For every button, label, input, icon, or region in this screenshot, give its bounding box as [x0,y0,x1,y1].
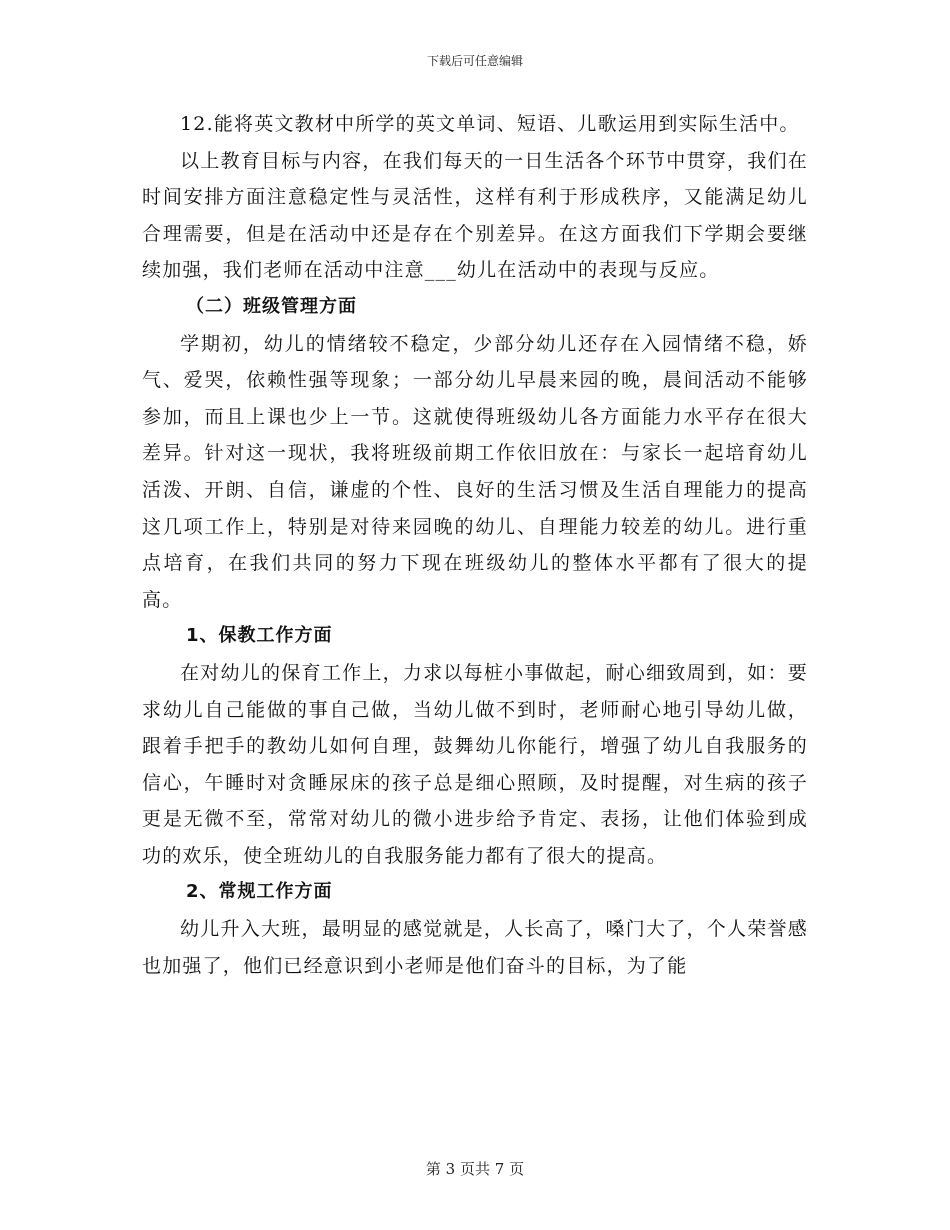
paragraph: 12.能将英文教材中所学的英文单词、短语、儿歌运用到实际生活中。 [180,113,800,135]
section-heading: （二）班级管理方面 [186,295,357,317]
paragraph: 以上教育目标与内容，在我们每天的一日生活各个环节中贯穿，我们在时间安排方面注意稳定性与灵活性，这样有利于形成秩序，又能满足幼儿合理需要，但是在活动中还是存在个别差异。在这方面我们下学期会要继续加强，我们老师在活动中注意___幼儿在活动中的表现与反应。 [142,149,808,282]
subsection-heading: 1、保教工作方面 [186,625,333,647]
subsection-heading: 2、常规工作方面 [186,881,333,903]
document-body [142,106,808,984]
paragraph: 在对幼儿的保育工作上，力求以每桩小事做起，耐心细致周到，如：要求幼儿自己能做的事自己做，当幼儿做不到时，老师耐心地引导幼儿做，跟着手把手的教幼儿如何自理，鼓舞幼儿你能行，增强了幼儿自我服务的信心，午睡时对贪睡尿床的孩子总是细心照顾，及时提醒，对生病的孩子更是无微不至，常常对幼儿的微小进步给予肯定、表扬，让他们体验到成功的欢乐，使全班幼儿的自我服务能力都有了很大的提高。 [142,661,808,867]
page-footer: 第 3 页共 7 页 [425,1160,525,1178]
paragraph: 学期初，幼儿的情绪较不稳定，少部分幼儿还存在入园情绪不稳，娇气、爱哭，依赖性强等现象；一部分幼儿早晨来园的晚，晨间活动不能够参加，而且上课也少上一节。这就使得班级幼儿各方面能力水平存在很大差异。针对这一现状，我将班级前期工作依旧放在：与家长一起培育幼儿活泼、开朗、自信，谦虚的个性、良好的生活习惯及生活自理能力的提高这几项工作上，特别是对待来园晚的幼儿、自理能力较差的幼儿。进行重点培育，在我们共同的努力下现在班级幼儿的整体水平都有了很大的提高。 [142,332,808,611]
page-header: 下载后可任意编辑 [426,54,523,68]
paragraph: 幼儿升入大班，最明显的感觉就是，人长高了，嗓门大了，个人荣誉感也加强了，他们已经意识到小老师是他们奋斗的目标，为了能 [142,918,808,977]
